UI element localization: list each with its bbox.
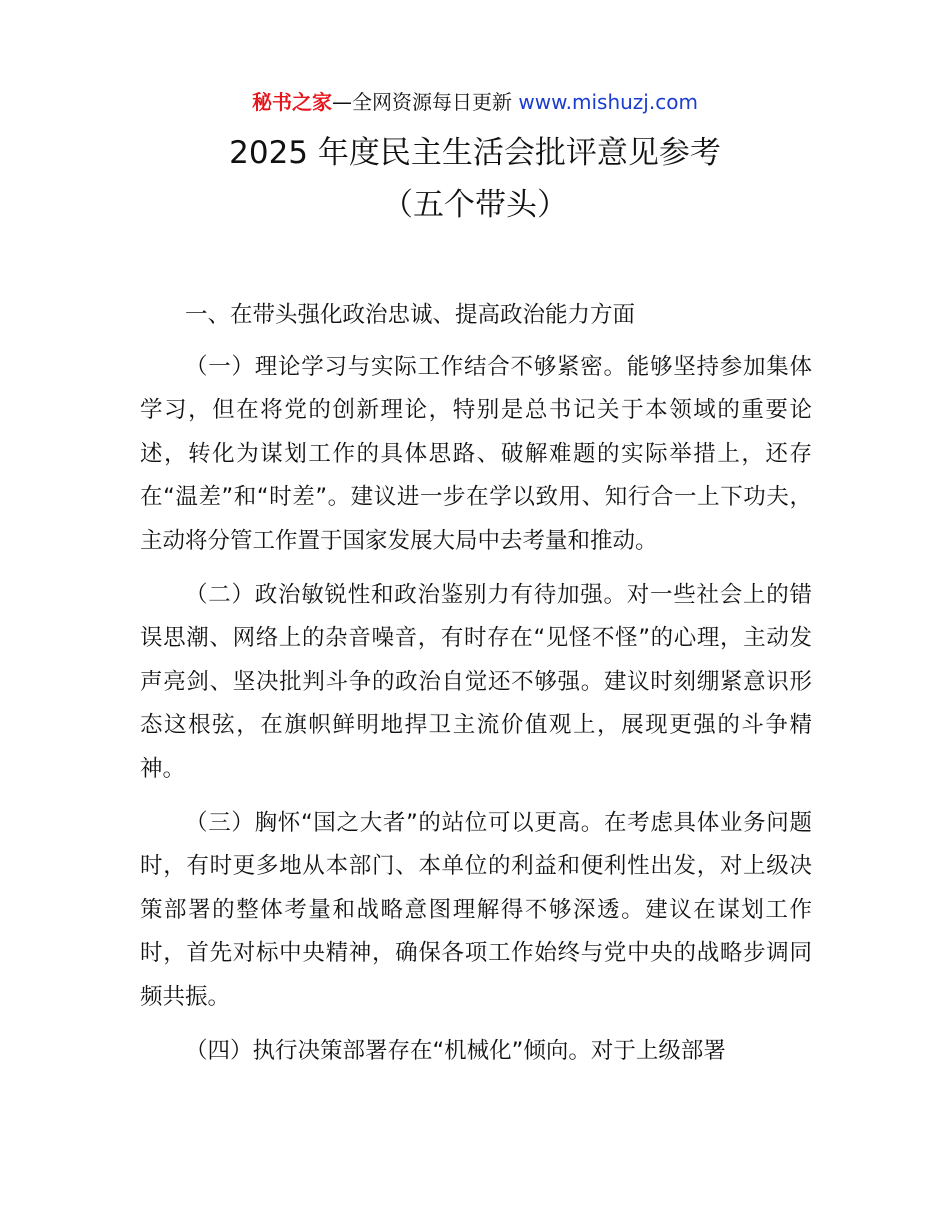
section-heading: 一、在带头强化政治忠诚、提高政治能力方面 bbox=[185, 302, 636, 328]
brand-name: 秘书之家 bbox=[252, 90, 333, 114]
paragraph-3: （三）胸怀“国之大者”的站位可以更高。在考虑具体业务问题时，有时更多地从本部门、本单位的利益和便利性出发，对上级决策部署的整体考量和战略意图理解得不够深透。建议在谋划工作时，首先对标中央精神，确保各项工作始终与党中央的战略步调同频共振。 bbox=[140, 809, 812, 1010]
paragraph-2: （二）政治敏锐性和政治鉴别力有待加强。对一些社会上的错误思潮、网络上的杂音噪音，有时存在“见怪不怪”的心理，主动发声亮剑、坚决批判斗争的政治自觉还不够强。建议时刻绷紧意识形态这根弦，在旗帜鲜明地捍卫主流价值观上，展现更强的斗争精神。 bbox=[140, 581, 812, 782]
document-subtitle: （五个带头） bbox=[382, 187, 568, 223]
paragraph-4: （四）执行决策部署存在“机械化”倾向。对于上级部署 bbox=[185, 1037, 726, 1064]
banner-tagline: —全网资源每日更新 bbox=[332, 90, 513, 114]
document-body bbox=[140, 294, 812, 1083]
site-banner bbox=[0, 88, 950, 116]
paragraph-1: （一）理论学习与实际工作结合不够紧密。能够坚持参加集体学习，但在将党的创新理论，特别是总书记关于本领域的重要论述，转化为谋划工作的具体思路、破解难题的实际举措上，还存在“温差”和“时差”。建议进一步在学以致用、知行合一上下功夫，主动将分管工作置于国家发展大局中去考量和推动。 bbox=[140, 353, 812, 554]
document-title: 2025 年度民主生活会批评意见参考 bbox=[229, 135, 721, 171]
site-url-link[interactable]: www.mishuzj.com bbox=[518, 90, 698, 114]
